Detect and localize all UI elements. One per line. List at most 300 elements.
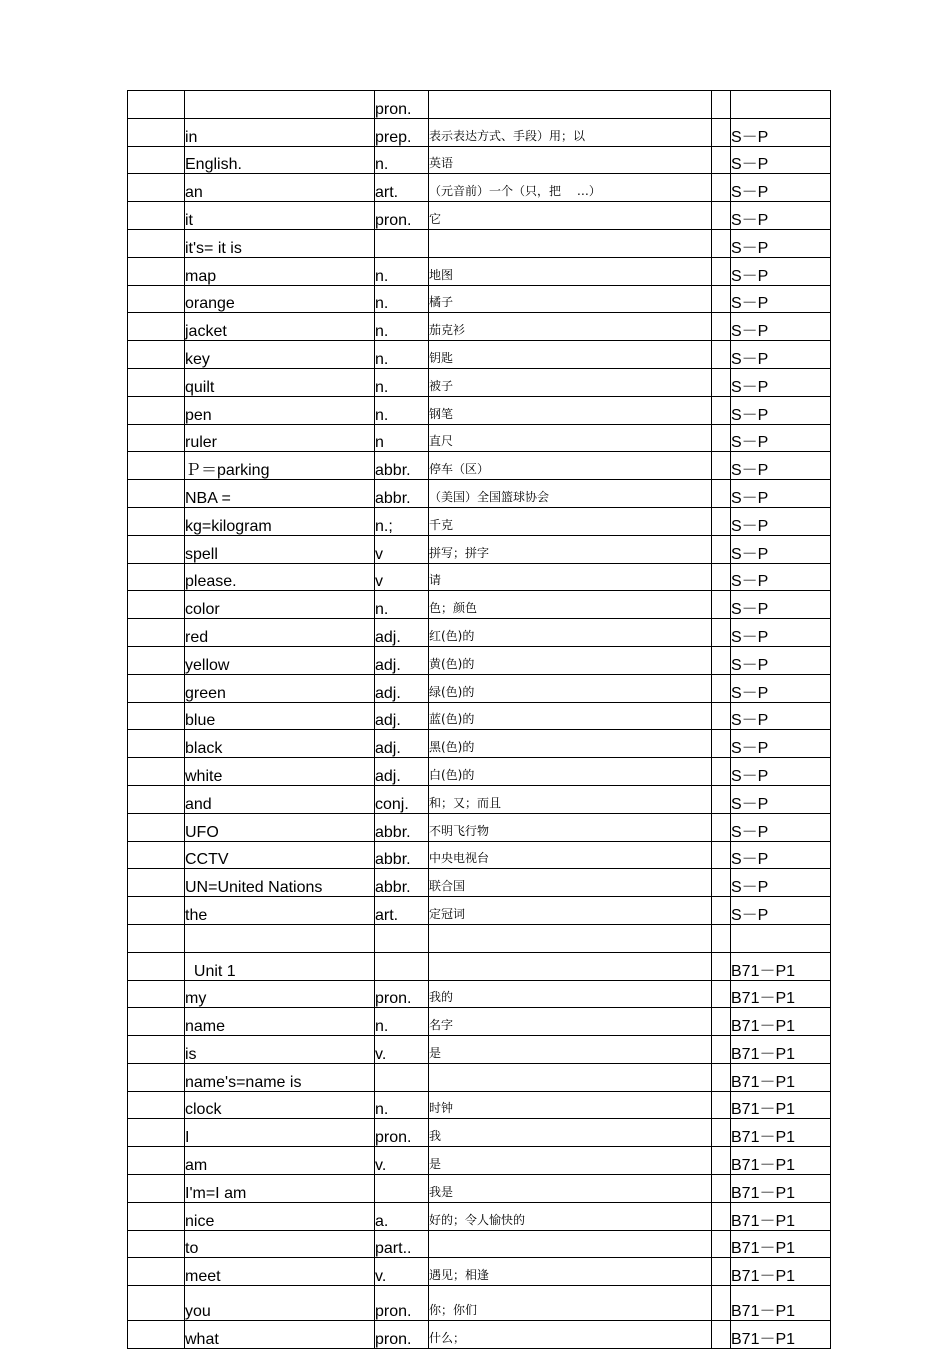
meaning-cell (429, 229, 712, 257)
table-row (128, 368, 831, 396)
index-cell (128, 1147, 185, 1175)
ref-cell: S－P (731, 368, 831, 396)
table-row (128, 452, 831, 480)
word-cell: white (185, 758, 375, 786)
ref-cell: S－P (731, 174, 831, 202)
table-row (128, 535, 831, 563)
index-cell (128, 869, 185, 897)
pos-cell: abbr. (375, 841, 429, 869)
blank-cell (712, 730, 731, 758)
blank-cell (712, 341, 731, 369)
table-row (128, 841, 831, 869)
table-row (128, 229, 831, 257)
word-cell: kg=kilogram (185, 507, 375, 535)
word-cell: map (185, 257, 375, 285)
meaning-cell: 什么； (429, 1321, 712, 1349)
meaning-cell (429, 91, 712, 119)
blank-cell (712, 91, 731, 119)
word-cell (185, 924, 375, 952)
blank-cell (712, 1202, 731, 1230)
meaning-cell: 联合国 (429, 869, 712, 897)
pos-cell (375, 924, 429, 952)
word-cell: green (185, 674, 375, 702)
word-cell: yellow (185, 646, 375, 674)
meaning-cell: 遇见；相逢 (429, 1258, 712, 1286)
index-cell (128, 91, 185, 119)
meaning-cell: 中央电视台 (429, 841, 712, 869)
meaning-cell: （美国）全国篮球协会 (429, 480, 712, 508)
word-cell: my (185, 980, 375, 1008)
blank-cell (712, 980, 731, 1008)
word-cell: am (185, 1147, 375, 1175)
meaning-cell: 茄克衫 (429, 313, 712, 341)
pos-cell: a. (375, 1202, 429, 1230)
word-cell: it (185, 202, 375, 230)
ref-cell: B71－P1 (731, 1202, 831, 1230)
meaning-cell: 名字 (429, 1008, 712, 1036)
blank-cell (712, 535, 731, 563)
pos-cell: art. (375, 897, 429, 925)
ref-cell: S－P (731, 535, 831, 563)
blank-cell (712, 285, 731, 313)
table-row (128, 1286, 831, 1321)
blank-cell (712, 480, 731, 508)
table-row (128, 1091, 831, 1119)
word-cell: I (185, 1119, 375, 1147)
pos-cell: n. (375, 1008, 429, 1036)
ref-cell: B71－P1 (731, 1036, 831, 1064)
ref-cell: B71－P1 (731, 952, 831, 980)
word-cell: please. (185, 563, 375, 591)
table-row (128, 980, 831, 1008)
index-cell (128, 924, 185, 952)
index-cell (128, 646, 185, 674)
index-cell (128, 1036, 185, 1064)
ref-cell: S－P (731, 758, 831, 786)
table-row (128, 674, 831, 702)
ref-cell (731, 91, 831, 119)
index-cell (128, 229, 185, 257)
meaning-cell: 拼写；拼字 (429, 535, 712, 563)
ref-cell: B71－P1 (731, 1230, 831, 1258)
blank-cell (712, 674, 731, 702)
index-cell (128, 1230, 185, 1258)
meaning-cell: 好的；令人愉快的 (429, 1202, 712, 1230)
word-cell: nice (185, 1202, 375, 1230)
word-cell: black (185, 730, 375, 758)
index-cell (128, 118, 185, 146)
word-cell: Unit 1 (185, 952, 375, 980)
pos-cell (375, 229, 429, 257)
table-row (128, 118, 831, 146)
word-cell: is (185, 1036, 375, 1064)
table-row (128, 1036, 831, 1064)
word-cell: quilt (185, 368, 375, 396)
ref-cell: S－P (731, 591, 831, 619)
ref-cell: S－P (731, 424, 831, 452)
table-row (128, 341, 831, 369)
meaning-cell: 地图 (429, 257, 712, 285)
blank-cell (712, 869, 731, 897)
blank-cell (712, 424, 731, 452)
table-row (128, 646, 831, 674)
blank-cell (712, 396, 731, 424)
meaning-cell: 停车（区） (429, 452, 712, 480)
word-cell: orange (185, 285, 375, 313)
ref-cell: B71－P1 (731, 1286, 831, 1321)
ref-cell: B71－P1 (731, 1119, 831, 1147)
meaning-cell: 色；颜色 (429, 591, 712, 619)
blank-cell (712, 146, 731, 174)
index-cell (128, 674, 185, 702)
meaning-cell: 直尺 (429, 424, 712, 452)
vocabulary-table-body (128, 91, 831, 1349)
table-row (128, 480, 831, 508)
table-row (128, 91, 831, 119)
meaning-cell (429, 924, 712, 952)
word-cell: color (185, 591, 375, 619)
pos-cell: v. (375, 1258, 429, 1286)
meaning-cell: 表示表达方式、手段）用；以 (429, 118, 712, 146)
meaning-cell (429, 1063, 712, 1091)
blank-cell (712, 758, 731, 786)
pos-cell: adj. (375, 730, 429, 758)
blank-cell (712, 368, 731, 396)
pos-cell: abbr. (375, 452, 429, 480)
meaning-cell: （元音前）一个（只，把 …） (429, 174, 712, 202)
index-cell (128, 1063, 185, 1091)
word-cell: in (185, 118, 375, 146)
index-cell (128, 952, 185, 980)
pos-cell: pron. (375, 1119, 429, 1147)
blank-cell (712, 591, 731, 619)
ref-cell: S－P (731, 285, 831, 313)
meaning-cell: 我的 (429, 980, 712, 1008)
blank-cell (712, 229, 731, 257)
table-row (128, 563, 831, 591)
word-cell: name (185, 1008, 375, 1036)
meaning-cell: 黄(色)的 (429, 646, 712, 674)
ref-cell: B71－P1 (731, 1175, 831, 1203)
index-cell (128, 313, 185, 341)
table-row (128, 1147, 831, 1175)
ref-cell: B71－P1 (731, 980, 831, 1008)
blank-cell (712, 1008, 731, 1036)
index-cell (128, 897, 185, 925)
meaning-cell: 你；你们 (429, 1286, 712, 1321)
table-row (128, 1175, 831, 1203)
meaning-cell: 请 (429, 563, 712, 591)
ref-cell: S－P (731, 563, 831, 591)
word-cell: meet (185, 1258, 375, 1286)
pos-cell: n (375, 424, 429, 452)
pos-cell: abbr. (375, 869, 429, 897)
meaning-cell: 被子 (429, 368, 712, 396)
meaning-cell: 是 (429, 1036, 712, 1064)
pos-cell: n. (375, 146, 429, 174)
ref-cell: S－P (731, 785, 831, 813)
pos-cell: abbr. (375, 480, 429, 508)
table-row (128, 1063, 831, 1091)
index-cell (128, 480, 185, 508)
table-row (128, 1008, 831, 1036)
index-cell (128, 730, 185, 758)
blank-cell (712, 841, 731, 869)
pos-cell: n. (375, 368, 429, 396)
blank-cell (712, 1258, 731, 1286)
pos-cell: v (375, 535, 429, 563)
pos-cell: n. (375, 285, 429, 313)
meaning-cell: 它 (429, 202, 712, 230)
meaning-cell: 千克 (429, 507, 712, 535)
table-row (128, 813, 831, 841)
blank-cell (712, 313, 731, 341)
word-cell: UN=United Nations (185, 869, 375, 897)
blank-cell (712, 1175, 731, 1203)
index-cell (128, 563, 185, 591)
blank-cell (712, 1321, 731, 1349)
ref-cell: B71－P1 (731, 1321, 831, 1349)
meaning-cell: 橘子 (429, 285, 712, 313)
index-cell (128, 341, 185, 369)
blank-cell (712, 452, 731, 480)
table-row (128, 758, 831, 786)
blank-cell (712, 1063, 731, 1091)
pos-cell: n. (375, 1091, 429, 1119)
ref-cell: S－P (731, 257, 831, 285)
table-row (128, 174, 831, 202)
ref-cell: S－P (731, 229, 831, 257)
word-cell: to (185, 1230, 375, 1258)
meaning-cell: 蓝(色)的 (429, 702, 712, 730)
ref-cell: S－P (731, 396, 831, 424)
ref-cell: B71－P1 (731, 1008, 831, 1036)
ref-cell (731, 924, 831, 952)
ref-cell: S－P (731, 674, 831, 702)
word-cell: pen (185, 396, 375, 424)
pos-cell: v. (375, 1036, 429, 1064)
index-cell (128, 424, 185, 452)
index-cell (128, 1008, 185, 1036)
ref-cell: S－P (731, 313, 831, 341)
pos-cell: pron. (375, 202, 429, 230)
word-cell: and (185, 785, 375, 813)
blank-cell (712, 813, 731, 841)
pos-cell: n. (375, 341, 429, 369)
table-row (128, 1230, 831, 1258)
index-cell (128, 1321, 185, 1349)
meaning-cell: 定冠词 (429, 897, 712, 925)
pos-cell: pron. (375, 1286, 429, 1321)
ref-cell: S－P (731, 730, 831, 758)
meaning-cell: 不明飞行物 (429, 813, 712, 841)
word-cell: what (185, 1321, 375, 1349)
pos-cell: pron. (375, 91, 429, 119)
ref-cell: S－P (731, 841, 831, 869)
pos-cell: adj. (375, 758, 429, 786)
word-cell: Ｐ＝parking (185, 452, 375, 480)
blank-cell (712, 785, 731, 813)
blank-cell (712, 257, 731, 285)
meaning-cell: 时钟 (429, 1091, 712, 1119)
pos-cell: n. (375, 396, 429, 424)
table-row (128, 396, 831, 424)
blank-cell (712, 1036, 731, 1064)
index-cell (128, 702, 185, 730)
meaning-cell: 黑(色)的 (429, 730, 712, 758)
word-cell: English. (185, 146, 375, 174)
pos-cell (375, 1063, 429, 1091)
meaning-cell: 是 (429, 1147, 712, 1175)
table-row (128, 202, 831, 230)
table-row (128, 730, 831, 758)
word-cell: an (185, 174, 375, 202)
table-row (128, 952, 831, 980)
word-cell: UFO (185, 813, 375, 841)
pos-cell: n.; (375, 507, 429, 535)
index-cell (128, 285, 185, 313)
word-cell: I'm=I am (185, 1175, 375, 1203)
table-row (128, 313, 831, 341)
ref-cell: S－P (731, 619, 831, 647)
index-cell (128, 146, 185, 174)
blank-cell (712, 702, 731, 730)
table-row (128, 1119, 831, 1147)
index-cell (128, 174, 185, 202)
table-row (128, 619, 831, 647)
index-cell (128, 841, 185, 869)
pos-cell: conj. (375, 785, 429, 813)
vocabulary-table (127, 90, 831, 1349)
index-cell (128, 1258, 185, 1286)
index-cell (128, 1091, 185, 1119)
word-cell: you (185, 1286, 375, 1321)
blank-cell (712, 619, 731, 647)
blank-cell (712, 1091, 731, 1119)
index-cell (128, 1175, 185, 1203)
word-cell: blue (185, 702, 375, 730)
pos-cell (375, 1175, 429, 1203)
table-row (128, 507, 831, 535)
index-cell (128, 1202, 185, 1230)
meaning-cell (429, 1230, 712, 1258)
blank-cell (712, 924, 731, 952)
word-cell: ruler (185, 424, 375, 452)
table-row (128, 591, 831, 619)
ref-cell: S－P (731, 702, 831, 730)
word-cell: name's=name is (185, 1063, 375, 1091)
blank-cell (712, 174, 731, 202)
table-row (128, 285, 831, 313)
ref-cell: S－P (731, 813, 831, 841)
pos-cell: n. (375, 257, 429, 285)
table-row (128, 424, 831, 452)
pos-cell: pron. (375, 980, 429, 1008)
table-row (128, 1321, 831, 1349)
ref-cell: B71－P1 (731, 1258, 831, 1286)
ref-cell: S－P (731, 507, 831, 535)
index-cell (128, 758, 185, 786)
table-row (128, 785, 831, 813)
index-cell (128, 507, 185, 535)
meaning-cell: 钢笔 (429, 396, 712, 424)
ref-cell: S－P (731, 452, 831, 480)
index-cell (128, 257, 185, 285)
ref-cell: S－P (731, 341, 831, 369)
word-cell: jacket (185, 313, 375, 341)
meaning-cell: 英语 (429, 146, 712, 174)
table-row (128, 146, 831, 174)
pos-cell: adj. (375, 646, 429, 674)
ref-cell: S－P (731, 146, 831, 174)
index-cell (128, 619, 185, 647)
blank-cell (712, 563, 731, 591)
pos-cell: pron. (375, 1321, 429, 1349)
blank-cell (712, 1230, 731, 1258)
pos-cell: adj. (375, 619, 429, 647)
pos-cell: art. (375, 174, 429, 202)
ref-cell: S－P (731, 869, 831, 897)
pos-cell (375, 952, 429, 980)
blank-cell (712, 1147, 731, 1175)
ref-cell: S－P (731, 646, 831, 674)
pos-cell: v. (375, 1147, 429, 1175)
meaning-cell: 红(色)的 (429, 619, 712, 647)
ref-cell: S－P (731, 202, 831, 230)
ref-cell: B71－P1 (731, 1063, 831, 1091)
pos-cell: v (375, 563, 429, 591)
index-cell (128, 813, 185, 841)
index-cell (128, 452, 185, 480)
ref-cell: S－P (731, 118, 831, 146)
meaning-cell: 和；又；而且 (429, 785, 712, 813)
index-cell (128, 396, 185, 424)
word-cell: red (185, 619, 375, 647)
index-cell (128, 591, 185, 619)
word-cell: the (185, 897, 375, 925)
ref-cell: S－P (731, 897, 831, 925)
ref-cell: B71－P1 (731, 1091, 831, 1119)
index-cell (128, 1119, 185, 1147)
meaning-cell: 我是 (429, 1175, 712, 1203)
blank-cell (712, 202, 731, 230)
meaning-cell: 绿(色)的 (429, 674, 712, 702)
word-cell: clock (185, 1091, 375, 1119)
index-cell (128, 1286, 185, 1321)
word-cell: key (185, 341, 375, 369)
blank-cell (712, 952, 731, 980)
word-cell: NBA = (185, 480, 375, 508)
blank-cell (712, 1286, 731, 1321)
pos-cell: prep. (375, 118, 429, 146)
table-row (128, 257, 831, 285)
word-cell: spell (185, 535, 375, 563)
table-row (128, 869, 831, 897)
index-cell (128, 368, 185, 396)
table-row (128, 702, 831, 730)
meaning-cell: 我 (429, 1119, 712, 1147)
blank-cell (712, 646, 731, 674)
blank-cell (712, 1119, 731, 1147)
pos-cell: n. (375, 591, 429, 619)
index-cell (128, 980, 185, 1008)
table-row (128, 924, 831, 952)
pos-cell: part.. (375, 1230, 429, 1258)
word-cell (185, 91, 375, 119)
pos-cell: adj. (375, 674, 429, 702)
table-row (128, 1258, 831, 1286)
ref-cell: B71－P1 (731, 1147, 831, 1175)
